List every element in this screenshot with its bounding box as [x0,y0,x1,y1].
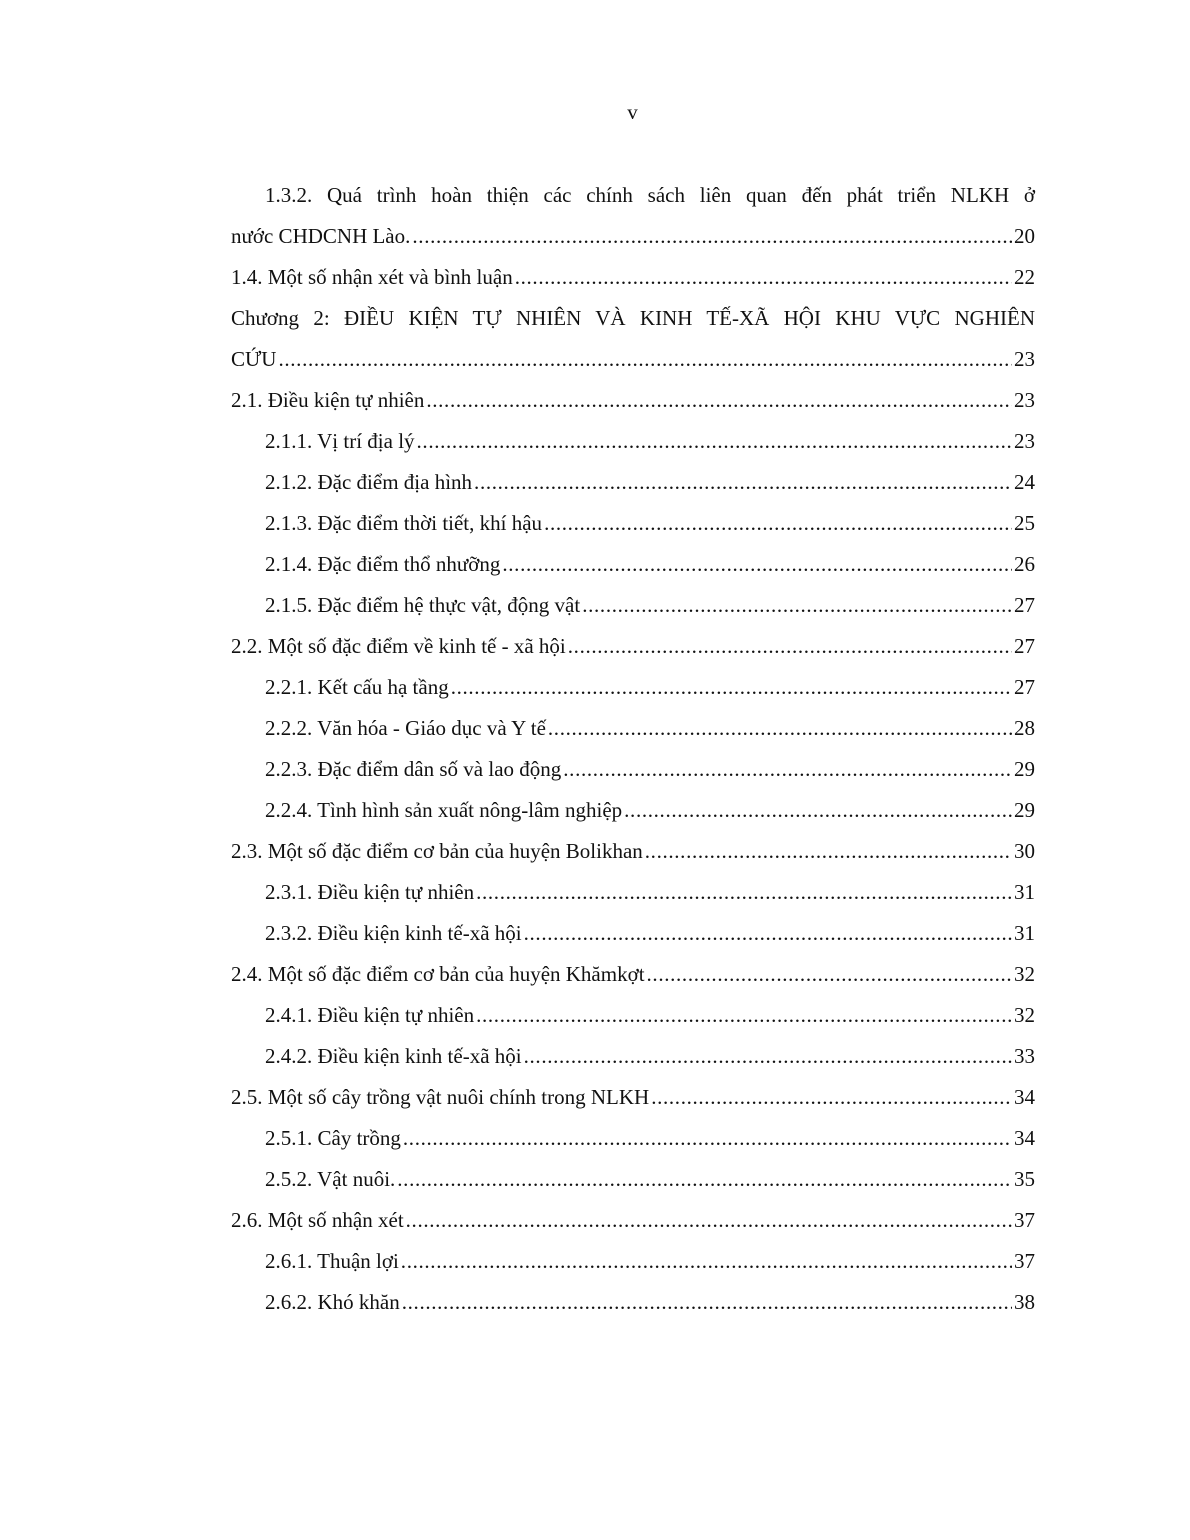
toc-entry-line [231,995,1035,1036]
toc-entry-line [231,708,1035,749]
dot-leader [397,1159,1012,1200]
dot-leader [582,585,1012,626]
dot-leader [476,872,1012,913]
dot-leader [647,954,1012,995]
toc-entry-line [231,503,1035,544]
toc-entry-page: 32 [1014,1003,1035,1027]
toc-entry-line [231,1159,1035,1200]
dot-leader [515,257,1012,298]
toc-entry-page: 27 [1014,675,1035,699]
toc-entry-2-1-4[interactable] [231,544,1035,585]
toc-entry-2-5-2[interactable] [231,1159,1035,1200]
toc-entry-2-2-4[interactable] [231,790,1035,831]
toc-entry-title: 2.2.1. Kết cấu hạ tầng [265,675,449,699]
toc-entry-line [231,585,1035,626]
toc-entry-line [231,913,1035,954]
toc-entry-page: 25 [1014,511,1035,535]
toc-entry-2-6-2[interactable] [231,1282,1035,1323]
toc-entry-title: nước CHDCNH Lào. [231,224,411,248]
toc-entry-title: 2.1.1. Vị trí địa lý [265,429,415,453]
toc-entry-2-2-1[interactable] [231,667,1035,708]
toc-entry-2-5[interactable] [231,1077,1035,1118]
dot-leader [524,913,1012,954]
toc-entry-page: 31 [1014,880,1035,904]
toc-entry-title: 2.5. Một số cây trồng vật nuôi chính trong NLKH [231,1085,650,1109]
toc-entry-first-line: Chương 2: ĐIỀU KIỆN TỰ NHIÊN VÀ KINH TẾ-XÃ HỘI KHU VỰC NGHIÊN [231,306,1035,330]
dot-leader [544,503,1012,544]
toc-entry-page: 23 [1014,388,1035,412]
toc-entry-2-3[interactable] [231,831,1035,872]
toc-entry-line [231,380,1035,421]
dot-leader [451,667,1012,708]
toc-entry-line [231,339,1035,380]
toc-entry-title: 2.1.3. Đặc điểm thời tiết, khí hậu [265,511,543,535]
toc-entry-first-line: 1.3.2. Quá trình hoàn thiện các chính sách liên quan đến phát triển NLKH ở [265,183,1035,207]
dot-leader [624,790,1012,831]
dot-leader [401,1241,1012,1282]
toc-entry-title: 2.4. Một số đặc điểm cơ bản của huyện Khămkợt [231,962,645,986]
dot-leader [417,421,1012,462]
dot-leader [645,831,1012,872]
toc-entry-line [231,1036,1035,1077]
toc-entry-title: 2.2.4. Tình hình sản xuất nông-lâm nghiệp [265,798,623,822]
toc-entry-title: 2.1.4. Đặc điểm thổ nhưỡng [265,552,501,576]
dot-leader [502,544,1012,585]
toc-entry-2-6[interactable] [231,1200,1035,1241]
toc-entry-2-4-1[interactable] [231,995,1035,1036]
toc-entry-page: 22 [1014,265,1035,289]
dot-leader [568,626,1012,667]
toc-entry-title: 2.3.1. Điều kiện tự nhiên [265,880,475,904]
toc-entry-line [231,872,1035,913]
dot-leader [426,380,1012,421]
toc-entry-line [231,667,1035,708]
toc-entry-line [231,954,1035,995]
toc-entry-title: 2.1.5. Đặc điểm hệ thực vật, động vật [265,593,581,617]
toc-entry-line [231,1241,1035,1282]
toc-entry-line [231,257,1035,298]
toc-entry-page: 34 [1014,1085,1035,1109]
toc-entry-page: 30 [1014,839,1035,863]
toc-entry-title: 2.6.2. Khó khăn [265,1290,400,1314]
toc-entry-line [231,462,1035,503]
toc-entry-page: 38 [1014,1290,1035,1314]
toc-entry-title: 2.3. Một số đặc điểm cơ bản của huyện Bolikhan [231,839,643,863]
toc-entry-2-1-2[interactable] [231,462,1035,503]
toc-entry-2-5-1[interactable] [231,1118,1035,1159]
table-of-contents [231,175,1035,1323]
toc-entry-page: 27 [1014,634,1035,658]
toc-entry-2-1-1[interactable] [231,421,1035,462]
dot-leader [476,995,1012,1036]
toc-entry-page: 28 [1014,716,1035,740]
toc-entry-title: 2.4.2. Điều kiện kinh tế-xã hội [265,1044,522,1068]
toc-entry-1-3-2[interactable] [231,175,1035,257]
toc-entry-title: 2.2.3. Đặc điểm dân số và lao động [265,757,562,781]
dot-leader [563,749,1012,790]
dot-leader [651,1077,1012,1118]
toc-entry-line [231,831,1035,872]
toc-entry-page: 37 [1014,1208,1035,1232]
toc-entry-2-4[interactable] [231,954,1035,995]
toc-entry-page: 26 [1014,552,1035,576]
toc-entry-line [231,421,1035,462]
toc-entry-ch2[interactable] [231,298,1035,380]
toc-entry-page: 37 [1014,1249,1035,1273]
toc-entry-page: 32 [1014,962,1035,986]
toc-entry-title: CỨU [231,347,277,371]
toc-entry-title: 2.6.1. Thuận lợi [265,1249,399,1273]
toc-entry-line [231,626,1035,667]
dot-leader [548,708,1012,749]
toc-entry-line [231,544,1035,585]
toc-entry-line [231,216,1035,257]
toc-entry-2-2-3[interactable] [231,749,1035,790]
toc-entry-line [231,1282,1035,1323]
toc-entry-1-4[interactable] [231,257,1035,298]
toc-entry-page: 20 [1014,224,1035,248]
toc-entry-2-3-2[interactable] [231,913,1035,954]
toc-entry-page: 27 [1014,593,1035,617]
toc-entry-page: 24 [1014,470,1035,494]
toc-entry-line [231,749,1035,790]
toc-entry-line [231,1200,1035,1241]
toc-entry-2-2-2[interactable] [231,708,1035,749]
toc-entry-title: 2.3.2. Điều kiện kinh tế-xã hội [265,921,522,945]
toc-entry-line [231,790,1035,831]
toc-entry-title: 2.1.2. Đặc điểm địa hình [265,470,473,494]
toc-entry-2-2[interactable] [231,626,1035,667]
toc-entry-2-4-2[interactable] [231,1036,1035,1077]
toc-entry-title: 2.4.1. Điều kiện tự nhiên [265,1003,475,1027]
toc-entry-page: 33 [1014,1044,1035,1068]
toc-entry-title: 2.5.2. Vật nuôi. [265,1167,396,1191]
dot-leader [402,1282,1012,1323]
dot-leader [412,216,1012,257]
toc-entry-2-1[interactable] [231,380,1035,421]
toc-entry-title: 2.6. Một số nhận xét [231,1208,404,1232]
toc-entry-page: 34 [1014,1126,1035,1150]
toc-entry-page: 23 [1014,429,1035,453]
dot-leader [403,1118,1012,1159]
toc-entry-page: 35 [1014,1167,1035,1191]
toc-entry-line [231,1118,1035,1159]
toc-entry-2-1-5[interactable] [231,585,1035,626]
toc-entry-2-3-1[interactable] [231,872,1035,913]
toc-entry-line [231,1077,1035,1118]
toc-entry-page: 29 [1014,798,1035,822]
toc-entry-page: 29 [1014,757,1035,781]
dot-leader [474,462,1012,503]
dot-leader [524,1036,1012,1077]
toc-entry-title: 1.4. Một số nhận xét và bình luận [231,265,513,289]
toc-entry-page: 23 [1014,347,1035,371]
toc-entry-page: 31 [1014,921,1035,945]
dot-leader [278,339,1012,380]
toc-entry-title: 2.5.1. Cây trồng [265,1126,401,1150]
toc-entry-title: 2.2. Một số đặc điểm về kinh tế - xã hội [231,634,566,658]
toc-entry-title: 2.2.2. Văn hóa - Giáo dục và Y tế [265,716,546,740]
toc-entry-title: 2.1. Điều kiện tự nhiên [231,388,425,412]
toc-entry-2-1-3[interactable] [231,503,1035,544]
toc-entry-2-6-1[interactable] [231,1241,1035,1282]
dot-leader [406,1200,1012,1241]
page-number: v [627,100,638,124]
